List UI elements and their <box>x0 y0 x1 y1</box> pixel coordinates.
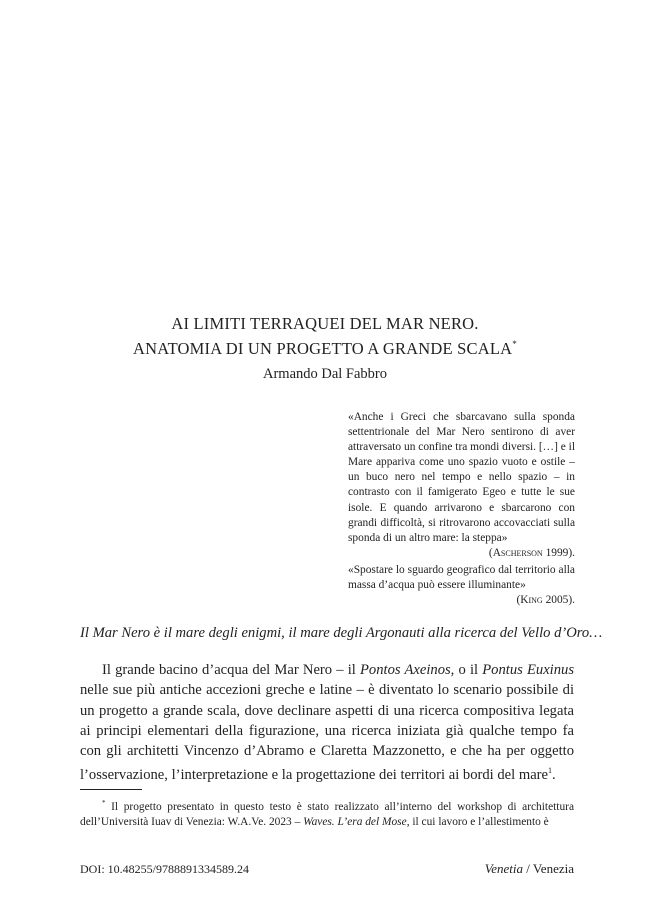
venue-rest: / Venezia <box>522 861 574 876</box>
doi-link[interactable]: DOI: 10.48255/9788891334589.24 <box>80 862 249 876</box>
title-line-1: AI LIMITI TERRAQUEI DEL MAR NERO. <box>171 314 479 333</box>
publication-venue <box>485 861 574 877</box>
venue-italic: Venetia <box>484 861 523 876</box>
footnote-marker: * <box>102 799 106 807</box>
paragraph-part-1: Il grande bacino d’acqua del Mar Nero – il <box>102 662 361 678</box>
body-paragraph <box>80 660 574 786</box>
article-title <box>80 314 570 359</box>
page-footer <box>80 861 574 877</box>
epigraph-1-cite-year: 1999). <box>545 546 575 559</box>
footnote-part-1: Il progetto presentato in questo testo è stato realizzato all’interno del workshop di architettura dell’Università Iuav di Venezia: W.A.Ve. 2023 – <box>80 801 574 829</box>
paragraph-italic-2: Pontus Euxinus <box>482 662 574 678</box>
epigraph-2 <box>348 563 575 608</box>
epigraph-1 <box>348 410 575 561</box>
epigraph-2-cite-name: King <box>520 594 543 607</box>
footnote-rule <box>80 789 142 790</box>
paragraph-end: . <box>552 767 556 784</box>
author-name: Armando Dal Fabbro <box>262 366 388 382</box>
epigraph-1-citation: (Ascherson 1999). <box>488 546 575 559</box>
epigraph-2-citation: (King 2005). <box>516 594 575 607</box>
title-line-2-text: ANATOMIA DI UN PROGETTO A GRANDE SCALA <box>133 339 513 358</box>
paragraph-part-2: , o il <box>450 662 483 678</box>
footnote-part-2: , il cui lavoro e l’allestimento è <box>406 816 549 829</box>
title-line-2 <box>80 334 570 359</box>
footnote-italic: Waves. L’era del Mose <box>303 816 407 829</box>
lead-sentence: Il Mar Nero è il mare degli enigmi, il mare degli Argonauti alla ricerca del Vello d’Oro… <box>80 625 603 641</box>
epigraph-2-cite-year: 2005). <box>545 594 575 607</box>
footnote <box>80 796 574 831</box>
footnote-reference-1[interactable]: 1 <box>548 766 553 776</box>
paragraph-italic-1: Pontos Axeinos <box>360 662 451 678</box>
title-footnote-marker: * <box>512 339 517 349</box>
paragraph-part-3: nelle sue più antiche accezioni greche e latine – è diventato lo scenario possibile di un progetto a grande scala, dove declinare aspetti di una ricerca compositiva legata ai principi elementari della figurazione, una ricerca iniziata già qualche tempo fa con gli architetti Vincenzo d’Abramo e Claretta Mazzonetto, e che ha per oggetto l’osservazione, l’interpretazione e la progettazione dei territori ai bordi del mare <box>80 682 574 784</box>
epigraph-2-text: «Spostare lo sguardo geografico dal territorio alla massa d’acqua può essere illuminante» <box>348 564 575 592</box>
epigraph-1-cite-name: Ascherson <box>492 546 543 559</box>
epigraph-1-text: «Anche i Greci che sbarcavano sulla sponda settentrionale del Mar Nero sentirono di aver attraversato un confine tra mondi diversi. […] e il Mare appariva come uno spazio vuoto e ostile – un buco nero nel tempo e nello spazio – in contrasto con il famigerato Egeo e tutte le sue isole. E quando arrivarono e sbarcarono con grandi difficoltà, si ritrovarono accovacciati sulla sponda di un altro mare: la steppa» <box>348 411 575 544</box>
